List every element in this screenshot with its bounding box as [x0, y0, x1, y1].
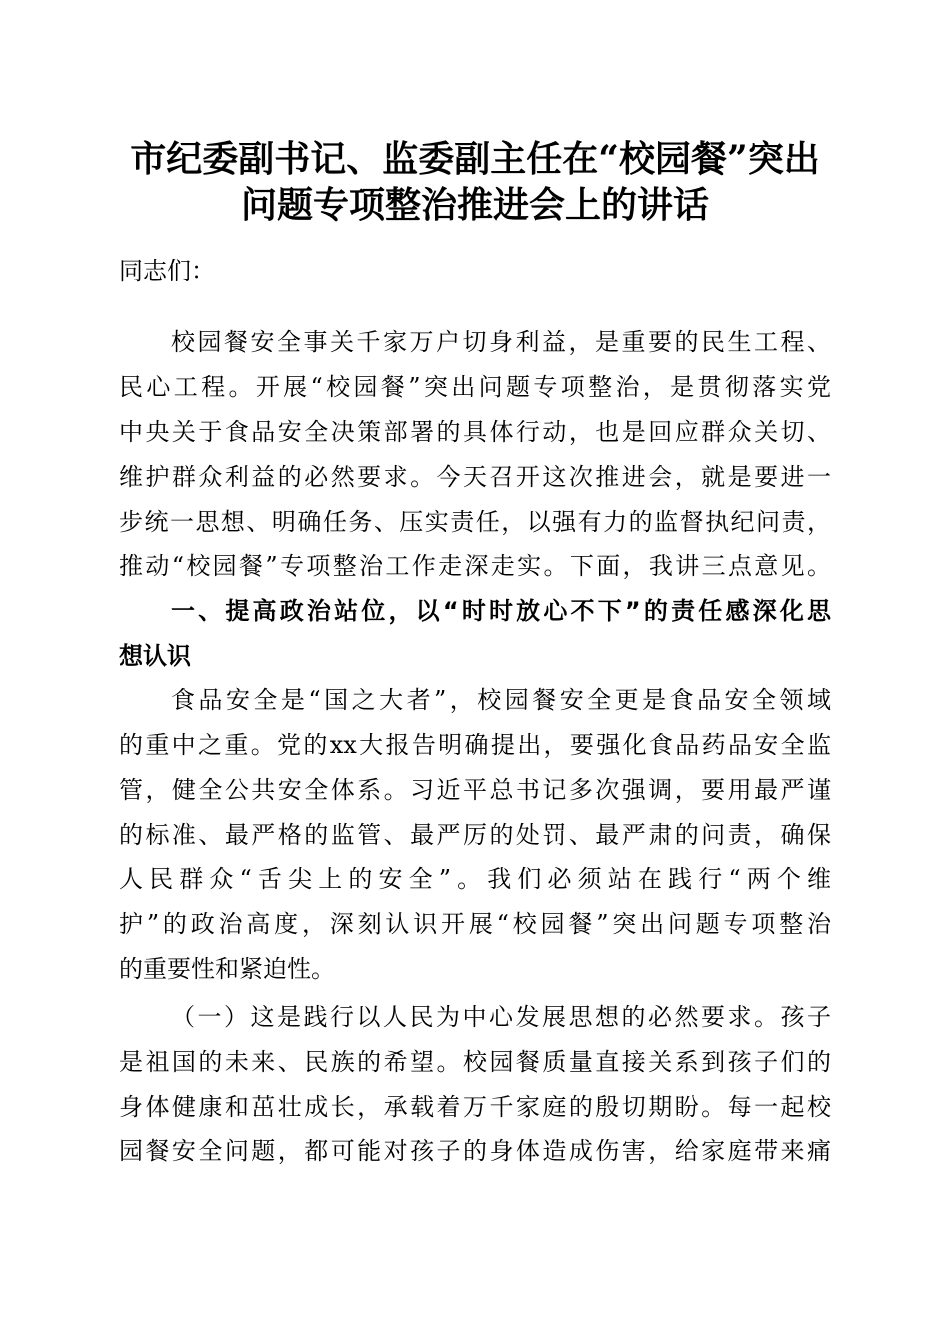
section1-line-3: 管，健全公共安全体系。习近平总书记多次强调，要用最严谨: [119, 776, 831, 804]
title-line-1: 市纪委副书记、监委副主任在“校园餐”突出: [130, 138, 820, 180]
section1-line-7: 的重要性和紧迫性。: [119, 955, 335, 983]
salutation: 同志们：: [119, 257, 215, 285]
section1-line-4: 的标准、最严格的监管、最严厉的处罚、最严肃的问责，确保: [119, 821, 831, 849]
intro-line-5: 步统一思想、明确任务、压实责任，以强有力的监督执纪问责，: [119, 508, 831, 536]
intro-line-1: 校园餐安全事关千家万户切身利益，是重要的民生工程、: [171, 328, 831, 356]
sub1-line-3: 身体健康和茁壮成长，承载着万千家庭的殷切期盼。每一起校: [119, 1093, 831, 1121]
section1-line-6: 护”的政治高度，深刻认识开展“校园餐”突出问题专项整治: [119, 910, 831, 938]
sub1-line-4: 园餐安全问题，都可能对孩子的身体造成伤害，给家庭带来痛: [119, 1137, 831, 1165]
intro-line-3: 中央关于食品安全决策部署的具体行动，也是回应群众关切、: [119, 418, 831, 446]
section1-line-5: 人民群众“舌尖上的安全”。我们必须站在践行“两个维: [119, 865, 831, 893]
sub1-line-2: 是祖国的未来、民族的希望。校园餐质量直接关系到孩子们的: [119, 1048, 831, 1076]
section1-line-2: 的重中之重。党的xx大报告明确提出，要强化食品药品安全监: [119, 731, 831, 759]
intro-line-2: 民心工程。开展“校园餐”突出问题专项整治，是贯彻落实党: [119, 373, 831, 401]
sub1-line-1: （一）这是践行以人民为中心发展思想的必然要求。孩子: [171, 1003, 831, 1031]
title-line-2: 问题专项整治推进会上的讲话: [240, 184, 709, 226]
intro-line-6: 推动“校园餐”专项整治工作走深走实。下面，我讲三点意见。: [119, 552, 831, 580]
section1-heading-line-1: 一、提高政治站位，以“时时放心不下”的责任感深化思: [171, 597, 831, 625]
section1-line-1: 食品安全是“国之大者”，校园餐安全更是食品安全领域: [171, 686, 831, 714]
intro-line-4: 维护群众利益的必然要求。今天召开这次推进会，就是要进一: [119, 463, 831, 491]
section1-heading-line-2: 想认识: [119, 642, 191, 670]
